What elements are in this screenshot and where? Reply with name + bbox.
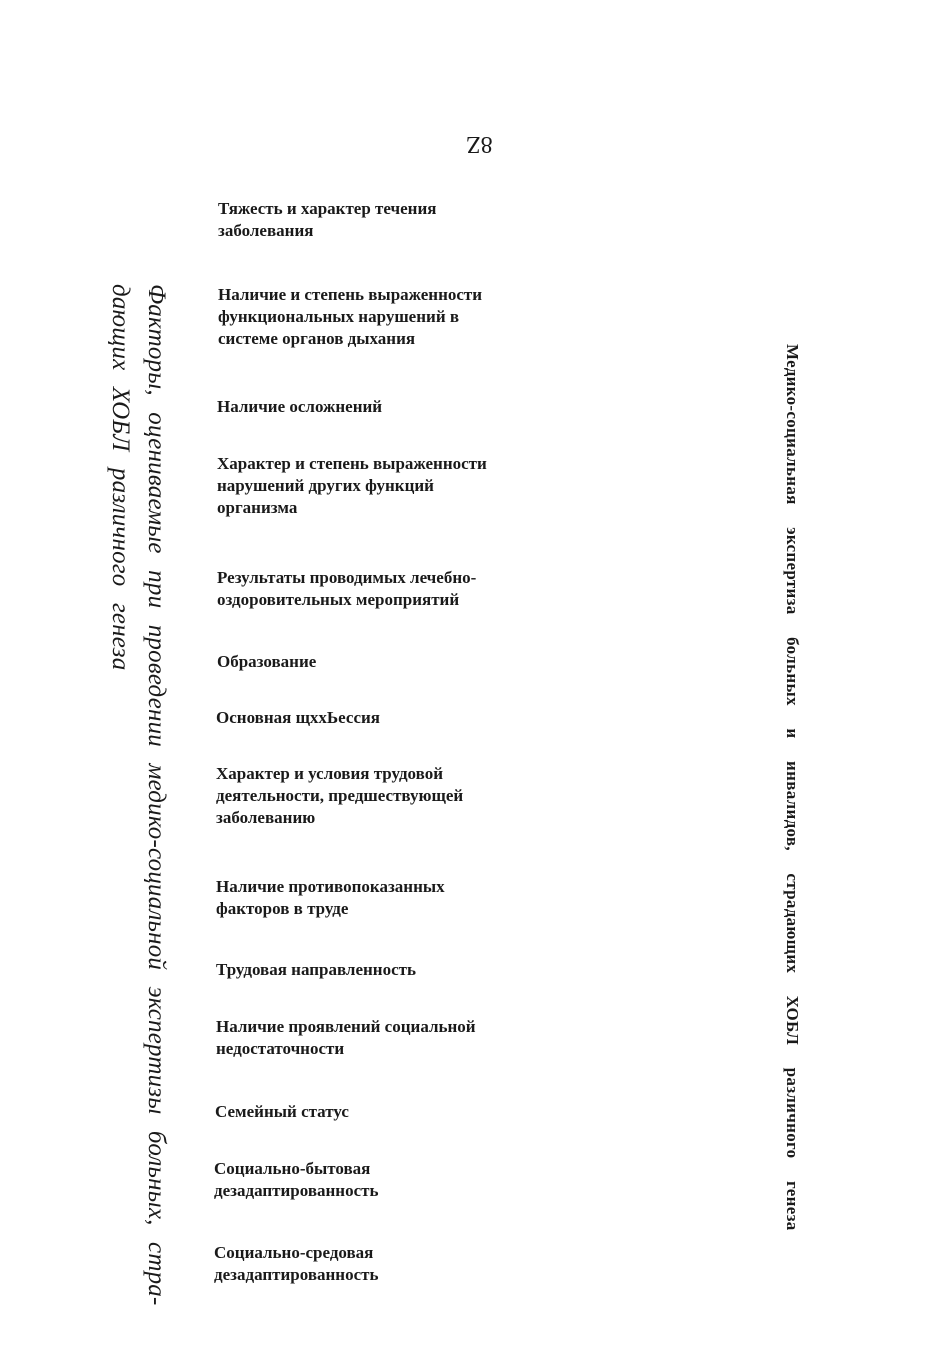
factor-item-environment-maladjustment: Социально-средовая дезадаптированность: [214, 1243, 379, 1284]
factor-item-work-conditions: Характер и условия трудовой деятельности, предшествующей заболеванию: [216, 764, 464, 827]
factor-item-family-status: Семейный статус: [215, 1102, 349, 1121]
factor-item-main-profession: Основная щххЬессия: [216, 708, 380, 727]
factor-item-household-maladjustment: Социально-бытовая дезадаптированность: [214, 1159, 379, 1200]
page-number: 8Z: [466, 131, 493, 157]
factor-item-other-functions: Характер и степень выраженности нарушений других функций организма: [217, 454, 487, 517]
factor-item-contraindicated-factors: Наличие противопоказанных факторов в труде: [216, 877, 445, 918]
running-header-vertical: Медико-социальная экспертиза больных и инвалидов, страдающих ХОБЛ различного генеза: [783, 344, 802, 1231]
factor-item-complications: Наличие осложнений: [217, 397, 383, 416]
factor-item-treatment-results: Результаты проводимых лечебно- оздоровительных мероприятий: [217, 568, 477, 609]
factor-item-education: Образование: [217, 652, 317, 671]
factor-item-severity: Тяжесть и характер течения заболевания: [218, 199, 437, 240]
factor-item-work-orientation: Трудовая направленность: [216, 960, 416, 979]
figure-caption-line-1: Факторы, оцениваемые при проведении медико-социальной экспертизы больных, стра-: [143, 284, 170, 1306]
factor-item-social-insufficiency: Наличие проявлений социальной недостаточности: [216, 1017, 476, 1058]
factor-item-respiratory-function: Наличие и степень выраженности функциональных нарушений в системе органов дыхания: [218, 285, 483, 348]
figure-caption-line-2: дающих ХОБЛ различного генеза: [107, 284, 134, 671]
